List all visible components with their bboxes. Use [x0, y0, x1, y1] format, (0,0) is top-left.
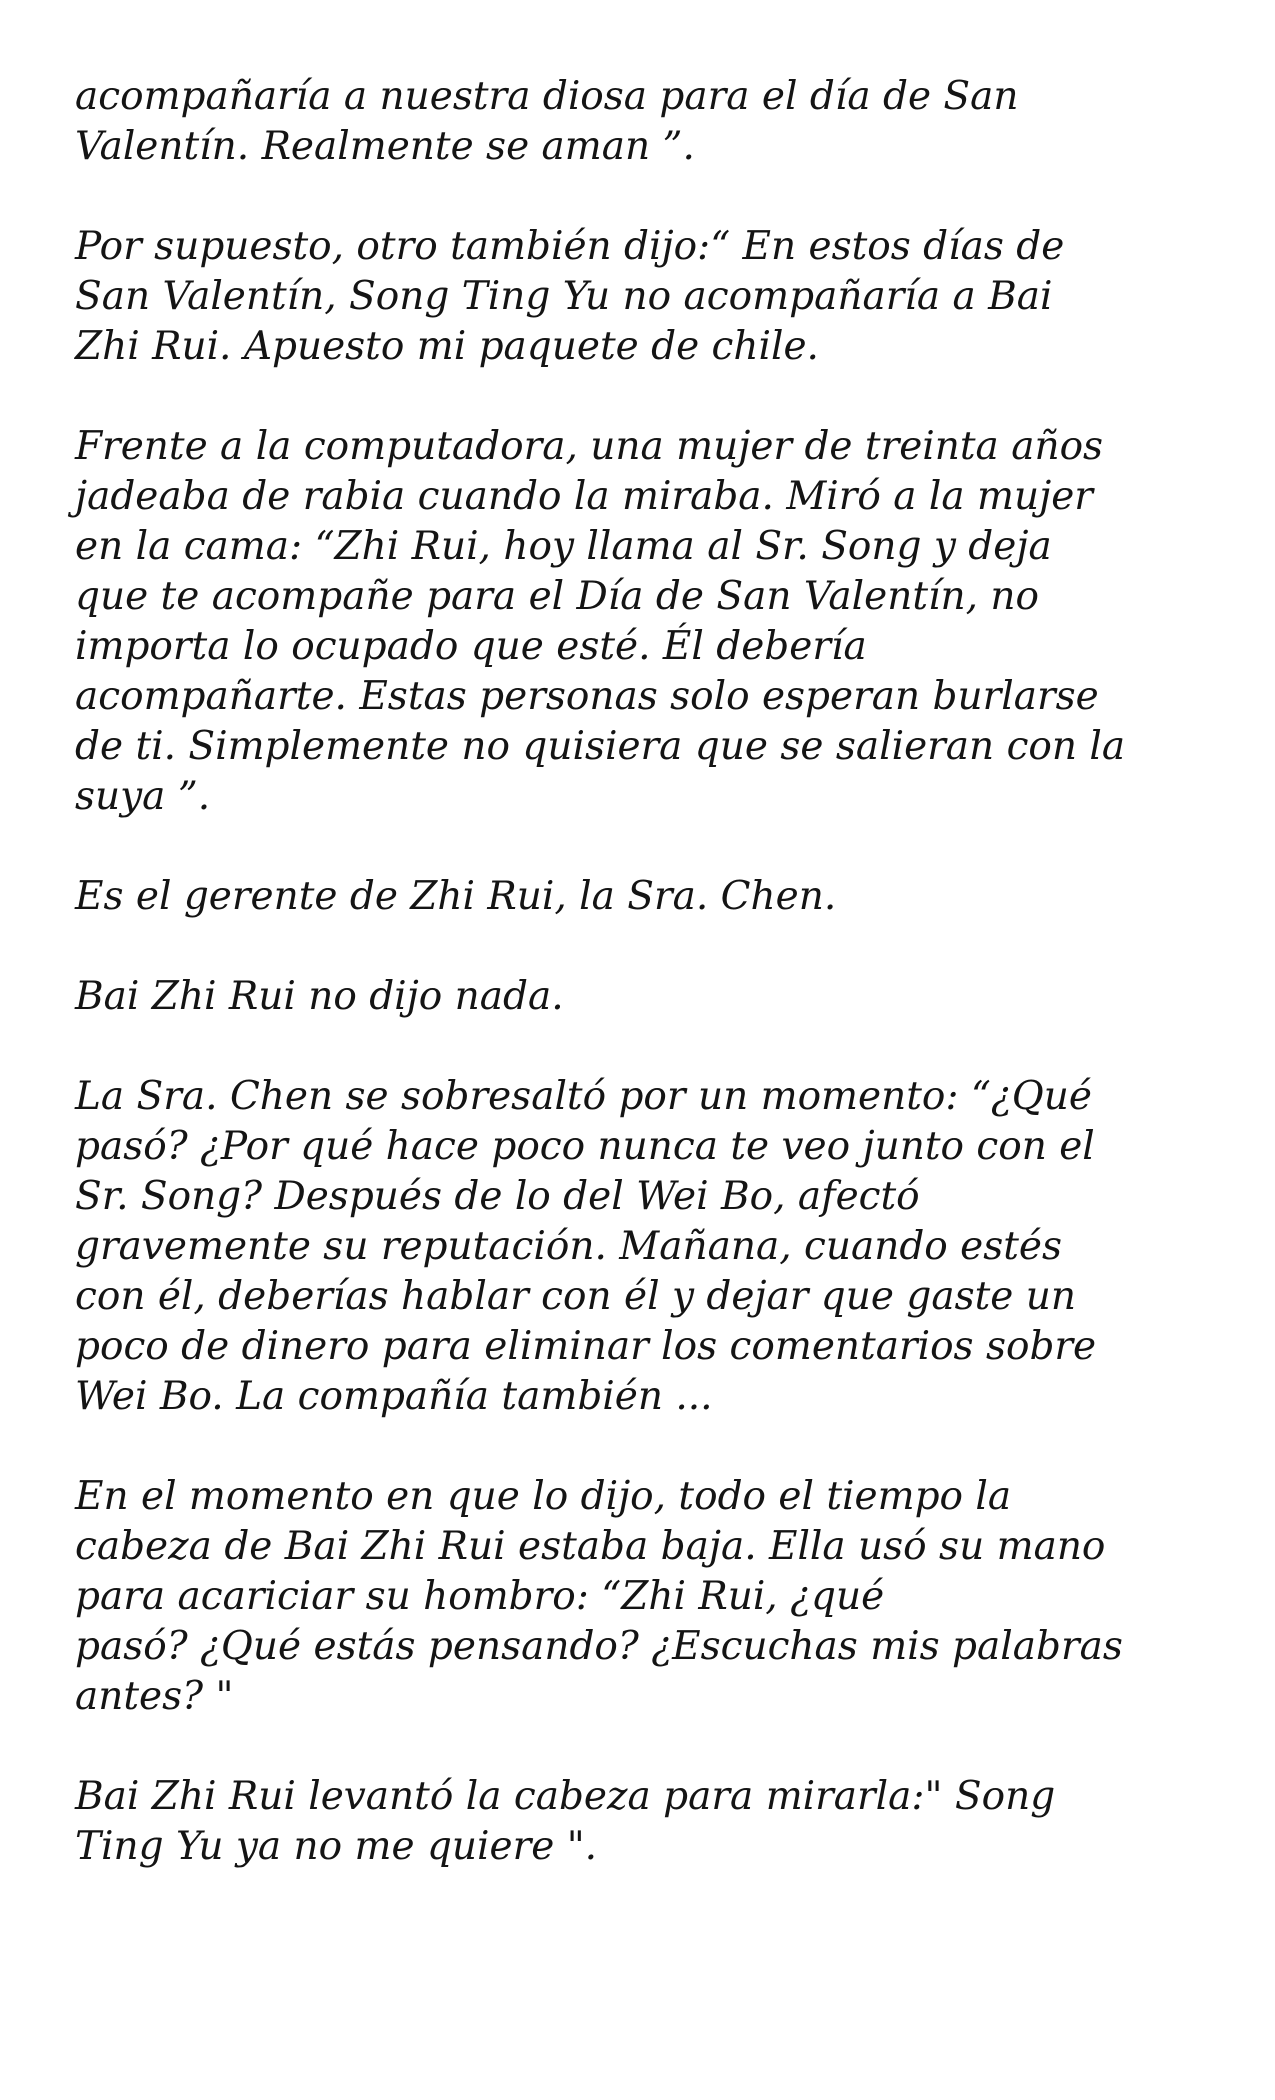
- text-line: acompañarte. Estas personas solo esperan burlarse: [75, 674, 1099, 719]
- paragraph: [75, 972, 1225, 1022]
- paragraph: [75, 222, 1225, 372]
- text-line: jadeaba de rabia cuando la miraba. Miró a la mujer: [75, 474, 1093, 519]
- paragraph: [75, 1772, 1225, 1872]
- text-line: cabeza de Bai Zhi Rui estaba baja. Ella usó su mano: [75, 1524, 1106, 1569]
- text-line: suya ”.: [75, 774, 211, 819]
- text-line: Bai Zhi Rui levantó la cabeza para mirarla:" Song: [75, 1774, 1056, 1819]
- text-line: importa lo ocupado que esté. Él debería: [75, 624, 867, 669]
- text-line: pasó? ¿Por qué hace poco nunca te veo junto con el: [75, 1124, 1095, 1169]
- text-line: en la cama: “Zhi Rui, hoy llama al Sr. Song y deja: [75, 524, 1052, 569]
- text-line: con él, deberías hablar con él y dejar que gaste un: [75, 1274, 1076, 1319]
- text-line: Por supuesto, otro también dijo:“ En estos días de: [75, 224, 1065, 269]
- paragraph: [75, 872, 1225, 922]
- text-line: San Valentín, Song Ting Yu no acompañaría a Bai: [75, 274, 1053, 319]
- text-line: La Sra. Chen se sobresaltó por un momento: “¿Qué: [75, 1074, 1092, 1119]
- text-line: pasó? ¿Qué estás pensando? ¿Escuchas mis palabras: [75, 1624, 1123, 1669]
- text-line: para acariciar su hombro: “Zhi Rui, ¿qué: [75, 1574, 885, 1619]
- text-line: Bai Zhi Rui no dijo nada.: [75, 974, 564, 1019]
- text-line: antes? ": [75, 1674, 234, 1719]
- text-line: acompañaría a nuestra diosa para el día de San: [75, 74, 1019, 119]
- text-line: gravemente su reputación. Mañana, cuando estés: [75, 1224, 1063, 1269]
- document-text: [75, 72, 1225, 1922]
- text-line: que te acompañe para el Día de San Valentín, no: [75, 574, 1040, 619]
- text-line: poco de dinero para eliminar los comentarios sobre: [75, 1324, 1097, 1369]
- paragraph: [75, 422, 1225, 822]
- text-line: En el momento en que lo dijo, todo el tiempo la: [75, 1474, 1012, 1519]
- paragraph: [75, 1472, 1225, 1722]
- paragraph: [75, 1072, 1225, 1422]
- text-line: Valentín. Realmente se aman ”.: [75, 124, 695, 169]
- text-line: Frente a la computadora, una mujer de treinta años: [75, 424, 1104, 469]
- text-line: de ti. Simplemente no quisiera que se salieran con la: [75, 724, 1126, 769]
- text-line: Wei Bo. La compañía también ...: [75, 1374, 713, 1419]
- text-line: Ting Yu ya no me quiere ".: [75, 1824, 598, 1869]
- paragraph: [75, 72, 1225, 172]
- text-line: Sr. Song? Después de lo del Wei Bo, afectó: [75, 1174, 920, 1219]
- text-line: Es el gerente de Zhi Rui, la Sra. Chen.: [75, 874, 837, 919]
- text-line: Zhi Rui. Apuesto mi paquete de chile.: [75, 324, 819, 369]
